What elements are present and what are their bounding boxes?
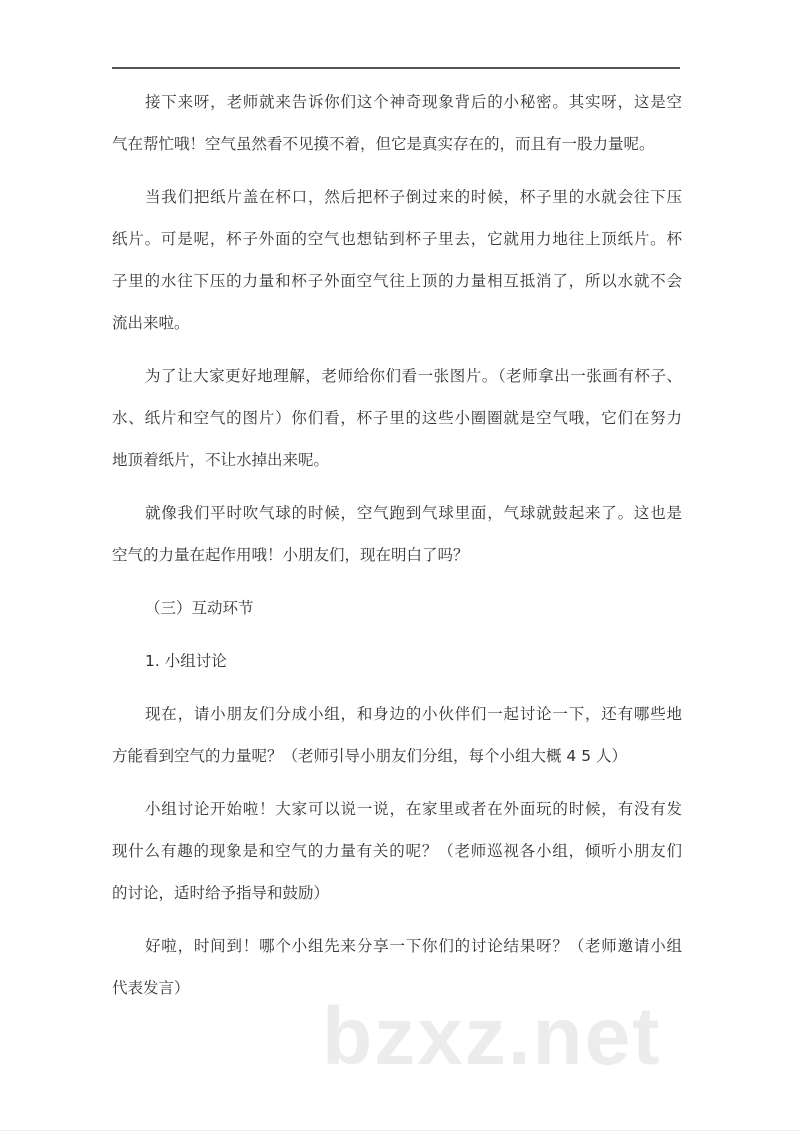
text-line: 纸片。可是呢，杯子外面的空气也想钻到杯子里去，它就用力地往上顶纸片。杯 (112, 230, 682, 248)
paragraph (112, 693, 682, 777)
paragraph (112, 788, 682, 914)
text-line: 现什么有趣的现象是和空气的力量有关的呢？（老师巡视各小组，倾听小朋友们 (112, 842, 682, 860)
text-line: （三）互动环节 (145, 599, 254, 617)
text-line: 接下来呀，老师就来告诉你们这个神奇现象背后的小秘密。其实呀，这是空 (145, 93, 682, 111)
text-line: 代表发言） (112, 979, 190, 997)
text-line: 1. 小组讨论 (145, 652, 227, 670)
text-line: 好啦，时间到！哪个小组先来分享一下你们的讨论结果呀？（老师邀请小组 (145, 937, 682, 955)
paragraph (112, 176, 682, 344)
document-body (112, 81, 682, 1020)
paragraph (112, 492, 682, 576)
page-bottom-edge (0, 1130, 800, 1131)
text-line: 现在，请小朋友们分成小组，和身边的小伙伴们一起讨论一下，还有哪些地 (145, 705, 682, 723)
text-line: 为了让大家更好地理解，老师给你们看一张图片。（老师拿出一张画有杯子、 (145, 367, 682, 385)
text-line: 水、纸片和空气的图片）你们看，杯子里的这些小圈圈就是空气哦，它们在努力 (112, 409, 682, 427)
text-line: 就像我们平时吹气球的时候，空气跑到气球里面，气球就鼓起来了。这也是 (145, 504, 682, 522)
text-line: 空气的力量在起作用哦！小朋友们，现在明白了吗？ (112, 546, 469, 564)
watermark: bzxz.net (322, 991, 662, 1082)
section-heading (112, 587, 682, 629)
text-line: 当我们把纸片盖在杯口，然后把杯子倒过来的时候，杯子里的水就会往下压 (145, 188, 682, 206)
paragraph (112, 355, 682, 481)
text-line: 的讨论，适时给予指导和鼓励） (112, 884, 330, 902)
text-line: 方能看到空气的力量呢？（老师引导小朋友们分组，每个小组大概 4 5 人） (112, 747, 628, 765)
paragraph (112, 81, 682, 165)
header-rule (112, 67, 680, 69)
section-heading (112, 640, 682, 682)
text-line: 小组讨论开始啦！大家可以说一说，在家里或者在外面玩的时候，有没有发 (145, 800, 682, 818)
text-line: 地顶着纸片，不让水掉出来呢。 (112, 451, 330, 469)
text-line: 子里的水往下压的力量和杯子外面空气往上顶的力量相互抵消了，所以水就不会 (112, 272, 682, 290)
text-line: 气在帮忙哦！空气虽然看不见摸不着，但它是真实存在的，而且有一股力量呢。 (112, 135, 655, 153)
text-line: 流出来啦。 (112, 314, 190, 332)
